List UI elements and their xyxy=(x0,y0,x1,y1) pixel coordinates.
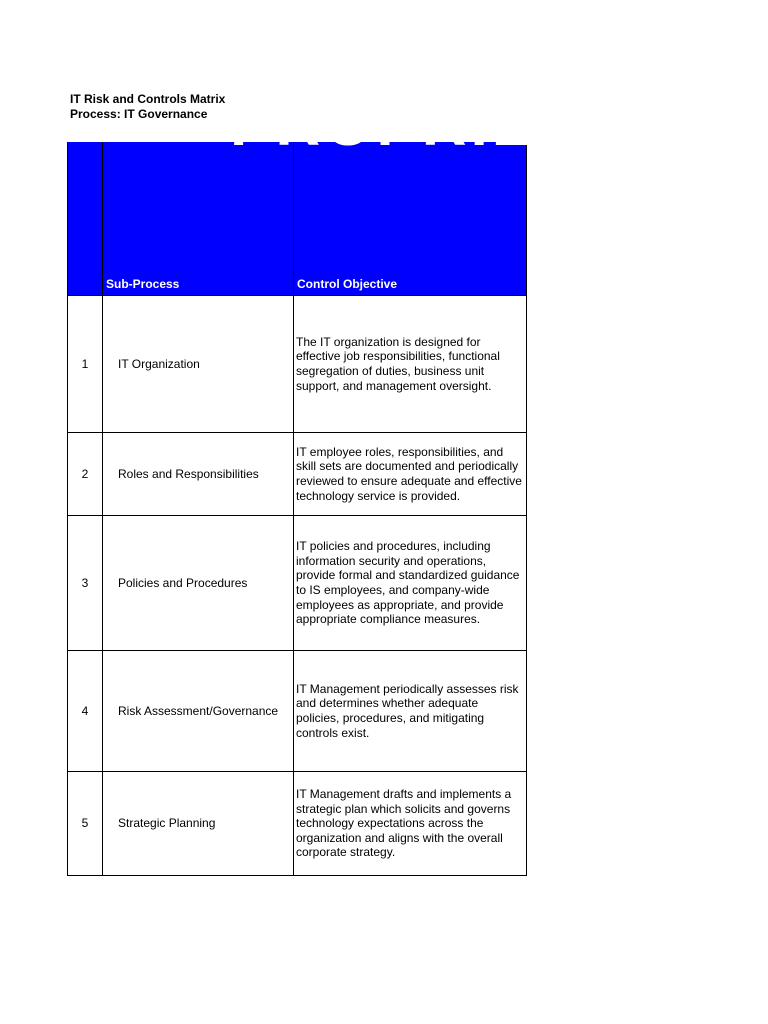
process-label: Process: IT Governance xyxy=(70,107,208,121)
table-row xyxy=(68,516,527,651)
sub-process-cell: Strategic Planning xyxy=(103,772,294,876)
row-number: 2 xyxy=(68,433,103,516)
row-number: 4 xyxy=(68,651,103,772)
column-header-control-objective xyxy=(230,90,715,296)
row-number: 5 xyxy=(68,772,103,876)
sub-process-cell: IT Organization xyxy=(103,296,294,433)
control-objective-cell: The IT organization is designed for effective job responsibilities, functional segregation of duties, business unit support, and management oversight. xyxy=(294,296,527,433)
control-objective-cell: IT Management drafts and implements a strategic plan which solicits and governs technology expectations across the organization and aligns with the overall corporate strategy. xyxy=(294,772,527,876)
column-header-number xyxy=(68,142,103,296)
column-header-control-objective-label: Control Objective xyxy=(297,277,398,291)
control-objective-cell: IT Management periodically assesses risk and determines whether adequate policies, procedures, and mitigating controls exist. xyxy=(294,651,527,772)
sub-process-cell: Risk Assessment/Governance xyxy=(103,651,294,772)
row-number: 3 xyxy=(68,516,103,651)
table-row xyxy=(68,296,527,433)
column-header-number-label xyxy=(68,292,102,295)
table-row xyxy=(68,772,527,876)
column-header-sub-process xyxy=(103,142,294,296)
proprietary-watermark: PROPRIETARY xyxy=(230,90,715,159)
document-title: IT Risk and Controls Matrix xyxy=(70,92,226,106)
table-row xyxy=(68,433,527,516)
row-number: 1 xyxy=(68,296,103,433)
sub-process-cell: Policies and Procedures xyxy=(103,516,294,651)
column-header-sub-process-label: Sub-Process xyxy=(106,277,180,291)
document-header xyxy=(70,92,225,122)
control-objective-cell: IT employee roles, responsibilities, and skill sets are documented and periodically reviewed to ensure adequate and effective technology service is provided. xyxy=(294,433,527,516)
table-header-row xyxy=(68,142,527,296)
control-objective-cell: IT policies and procedures, including information security and operations, provide formal and standardized guidance to IS employees, and company-wide employees as appropriate, and provide appropriate compliance measures. xyxy=(294,516,527,651)
sub-process-cell: Roles and Responsibilities xyxy=(103,433,294,516)
table-row xyxy=(68,651,527,772)
